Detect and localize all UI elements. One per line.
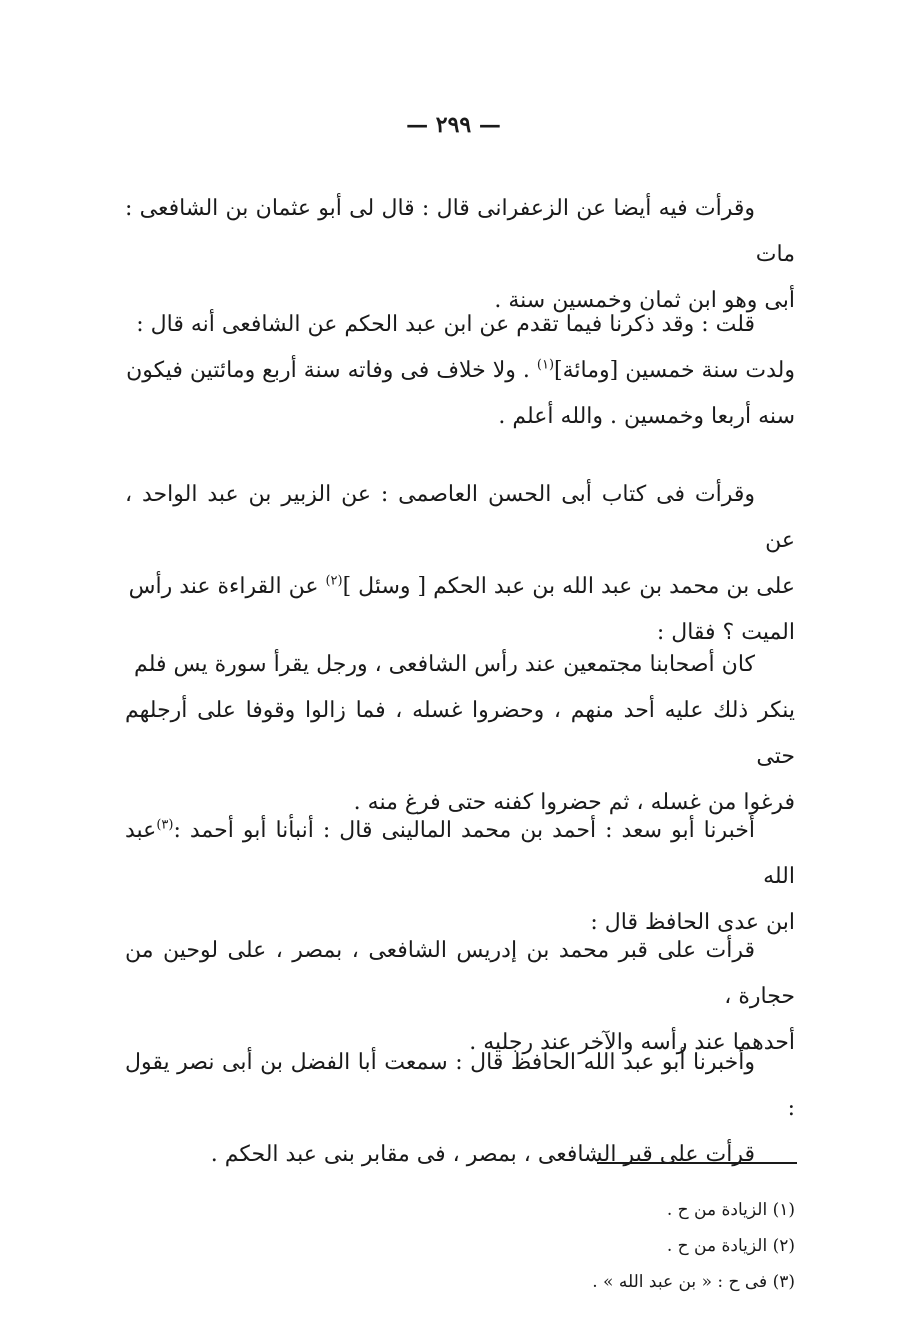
text-segment: عبد الله [125, 818, 795, 889]
paragraph-5 [125, 808, 795, 946]
text-line: الميت ؟ فقال : [656, 620, 795, 645]
text-segment: . ولا خلاف فى وفاته سنة أربع ومائتين فيكون [126, 358, 537, 383]
paragraph-7 [125, 1040, 795, 1178]
text-line: وقرأت فى كتاب أبى الحسن العاصمى : عن الزبير بن عبد الواحد ، عن [125, 482, 795, 553]
text-line: سنه أربعا وخمسين . والله أعلم . [498, 404, 795, 429]
text-segment: على بن محمد بن عبد الله بن عبد الحكم [ وسئل ] [342, 574, 795, 599]
text-segment: عن القراءة عند رأس [128, 574, 326, 599]
footnote-ref-1: (١) [536, 357, 555, 373]
text-line: كان أصحابنا مجتمعين عند رأس الشافعى ، ورجل يقرأ سورة يس فلم [134, 652, 755, 677]
text-line [125, 564, 795, 610]
text-line: قرأت على قبر الشافعى ، بمصر ، فى مقابر بنى عبد الحكم . [210, 1142, 755, 1167]
text-segment: أخبرنا أبو سعد : أحمد بن محمد المالينى قال : أنبأنا أبو أحمد : [173, 818, 755, 843]
footnote-divider [597, 1162, 797, 1164]
text-line: ينكر ذلك عليه أحد منهم ، وحضروا غسله ، فما زالوا وقوفا على أرجلهم حتى [125, 698, 795, 769]
text-line: ابن عدى الحافظ قال : [590, 910, 795, 935]
paragraph-2 [125, 302, 795, 440]
text-line: وقرأت فيه أيضا عن الزعفرانى قال : قال لى أبو عثمان بن الشافعى : مات [125, 196, 795, 267]
footnote-ref-2: (٢) [325, 573, 343, 589]
paragraph-3 [125, 472, 795, 656]
text-line: قرأت على قبر محمد بن إدريس الشافعى ، بمصر ، على لوحين من حجارة ، [125, 938, 795, 1009]
text-line: أبى وهو ابن ثمان وخمسين سنة . [494, 288, 795, 313]
footnote-2: (٢) الزيادة من ح . [666, 1236, 795, 1256]
text-line [125, 348, 795, 394]
footnote-1: (١) الزيادة من ح . [666, 1200, 795, 1220]
footnote-ref-3: (٣) [156, 817, 174, 833]
text-segment: ولدت سنة خمسين [ومائة] [554, 358, 795, 383]
footnote-3: (٣) فى ح : « بن عبد الله » . [592, 1272, 795, 1292]
text-line: أحدهما عند رأسه والآخر عند رجليه . [469, 1030, 795, 1055]
paragraph-4 [125, 642, 795, 826]
footnotes [450, 1192, 795, 1300]
text-line [125, 808, 795, 900]
text-line: وأخبرنا أبو عبد الله الحافظ قال : سمعت أبا الفضل بن أبى نصر يقول : [125, 1050, 795, 1121]
text-line: فرغوا من غسله ، ثم حضروا كفنه حتى فرغ منه . [353, 790, 795, 815]
page-number: — ٢٩٩ — [406, 112, 501, 138]
text-line: قلت : وقد ذكرنا فيما تقدم عن ابن عبد الحكم عن الشافعى أنه قال : [136, 312, 755, 337]
